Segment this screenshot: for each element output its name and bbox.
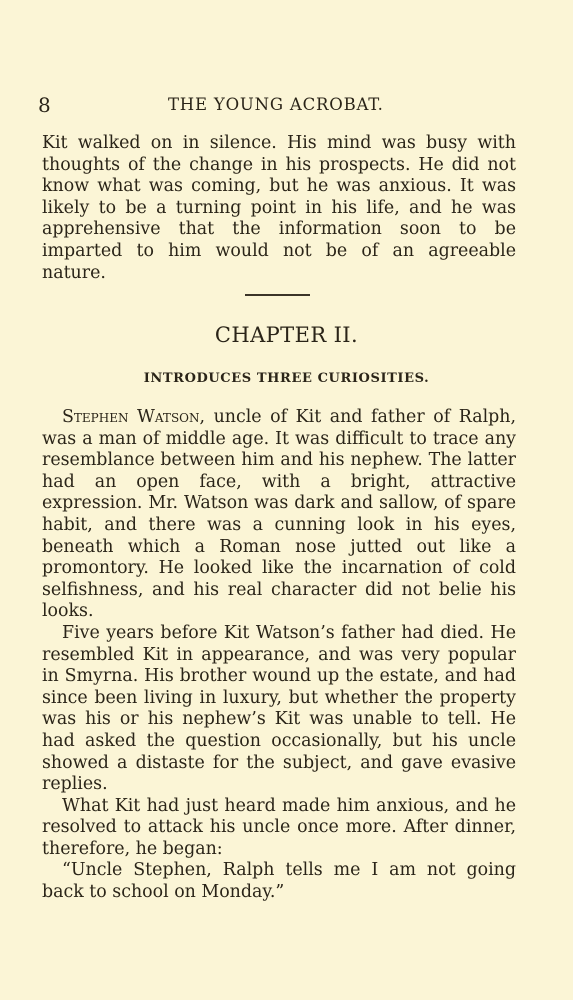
chapter-title: CHAPTER II. [214,323,359,347]
chapter-paragraph-2: Five years before Kit Watson’s father had died. He resembled Kit in appearance, and was very popular in Smyrna. His brother wound up the estate, and had since been living in luxury, but whether the property was his or his nephew’s Kit was unable to tell. He had asked the question occasionally, but his uncle showed a distaste for the subject, and gave evasive replies. [42,622,516,795]
page-header [0,93,573,117]
chapter-paragraph-4: “Uncle Stephen, Ralph tells me I am not going back to school on Monday.” [42,860,516,903]
paragraph-text: uncle of Kit and father of Ralph, was a man of middle age. It was difficult to trace any resemblance between him and his nephew. The latter had an open face, with a bright, attractive expression. Mr. Watson was dark and sallow, of spare habit, and there was a cunning look in his eyes, beneath which a Roman nose jutted out like a promontory. He looked like the incarnation of cold selfishness, and his real character did not belie his looks. [42,407,516,622]
paragraph-lead-name: Stephen Watson, [62,407,206,427]
chapter-paragraph-3: What Kit had just heard made him anxious, and he resolved to attack his uncle once more. After dinner, therefore, he began: [42,795,516,859]
section-divider [245,294,310,296]
chapter-subtitle: INTRODUCES THREE CURIOSITIES. [143,371,430,386]
running-head: THE YOUNG ACROBAT. [168,95,384,114]
opening-text-block [42,133,516,284]
page-number: 8 [38,93,51,117]
opening-paragraph: Kit walked on in silence. His mind was busy with thoughts of the change in his prospects. He did not know what was coming, but he was anxious. It was likely to be a turning point in his life, and he was apprehensive that the information soon to be imparted to him would not be of an agreeable nature. [42,133,516,283]
chapter-text-block [42,407,516,904]
chapter-paragraph-1 [42,407,516,623]
